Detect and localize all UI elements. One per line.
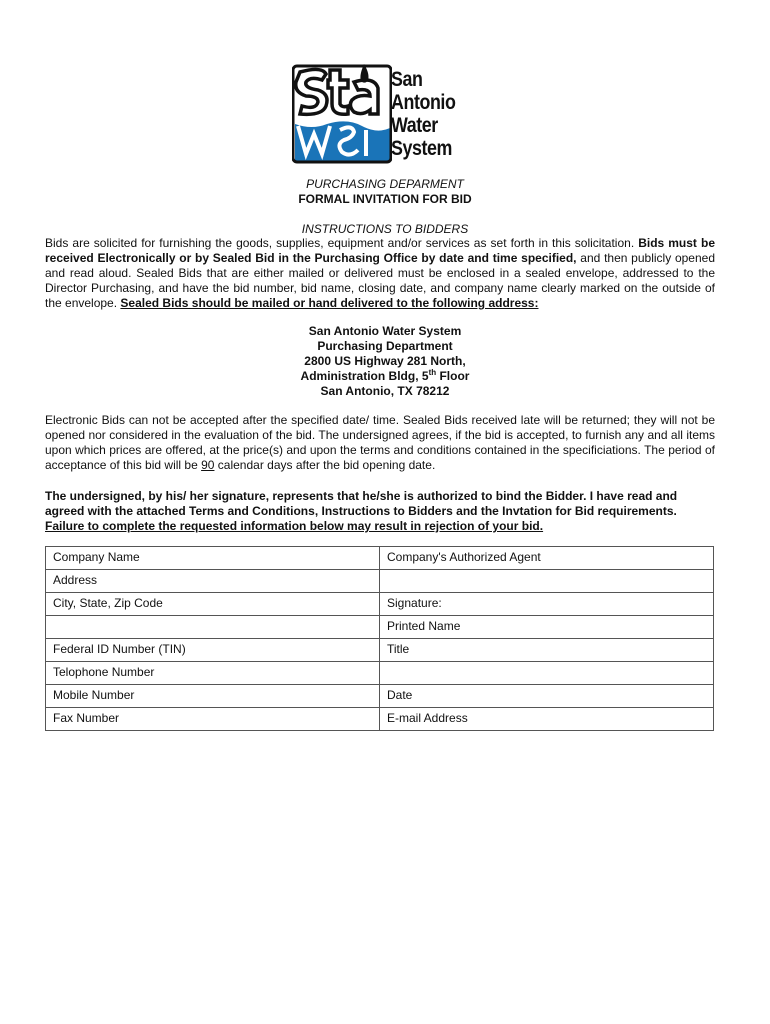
form-field-left[interactable] [46,593,380,616]
form-field-label: Telophone Number [53,665,155,679]
form-field-label: Federal ID Number (TIN) [53,642,186,656]
form-field-label: Fax Number [53,711,120,725]
form-field-label: Company Name [53,550,140,564]
logo-line: Antonio [391,91,456,114]
form-field-left[interactable] [46,685,380,708]
address-line: San Antonio Water System [308,324,462,338]
form-row [46,685,714,708]
form-field-left[interactable] [46,570,380,593]
form-row [46,616,714,639]
intro-text-2: and then publicly opened and read aloud. Sealed Bids that are either mailed or delivered must be enclosed in a sealed envelope, addressed to the Director Purchasing, and have the bid number, bid name, closing date, and company name clearly marked on the outside of the envelope. [45,251,716,310]
address-line: San Antonio, TX 78212 [320,384,450,398]
undersigned-bold: The undersigned, by his/ her signature, represents that he/she is authorized to bind the Bidder. I have read and agreed with the attached Terms and Conditions, Instructions to Bidders and the Invtation for Bid requirements. [45,489,678,518]
form-row [46,570,714,593]
undersigned-paragraph [45,489,715,534]
form-field-label: Date [387,688,413,702]
saws-logo [292,64,472,164]
form-field-left[interactable] [46,547,380,570]
form-field-label: Company's Authorized Agent [387,550,541,564]
form-field-right[interactable] [380,708,714,731]
department-heading: PURCHASING DEPARMENT [306,177,464,191]
intro-bold: Bids must be received Electronically or by Sealed Bid in the Purchasing Office by date and time specified, [45,236,715,265]
acceptance-days: 90 [201,458,215,472]
form-field-right[interactable] [380,593,714,616]
address-line: 2800 US Highway 281 North, [304,354,466,368]
form-field-label: Address [53,573,98,587]
form-field-right[interactable] [380,662,714,685]
undersigned-warning: Failure to complete the requested information below may result in rejection of your bid. [45,519,544,533]
logo-wordmark [391,68,455,160]
form-row [46,662,714,685]
saws-logo-mark [292,64,392,164]
form-field-right[interactable] [380,639,714,662]
form-field-right[interactable] [380,547,714,570]
form-field-left[interactable] [46,662,380,685]
form-field-label: Printed Name [387,619,461,633]
form-field-label: Signature: [387,596,442,610]
form-field-left[interactable] [46,616,380,639]
mailing-address [0,324,770,399]
form-field-right[interactable] [380,570,714,593]
address-line: Purchasing Department [317,339,453,353]
form-row [46,593,714,616]
form-row [46,547,714,570]
electronic-bids-paragraph: Electronic Bids can not be accepted after the specified date/ time. Sealed Bids received late will be returned; they will not be opened nor considered in the evaluation of the bid. The undersigned agrees, if the bid is accepted, to furnish any and all items upon which prices are offered, at the price(s) and upon the terms and conditions contained in the specificiations. The period of acceptance of this bid will be 90 calendar days after the bid opening date. [45,413,715,472]
form-field-left[interactable] [46,708,380,731]
intro-underline: Sealed Bids should be mailed or hand delivered to the following address: [120,296,539,310]
form-row [46,708,714,731]
form-field-left[interactable] [46,639,380,662]
form-row [46,639,714,662]
intro-paragraph [45,236,715,311]
instructions-heading: INSTRUCTIONS TO BIDDERS [301,222,469,236]
address-line: Administration Bldg, 5th Floor [300,368,470,383]
intro-text-1: Bids are solicited for furnishing the goods, supplies, equipment and/or services as set forth in this solicitation. [45,236,639,250]
logo-line: Water [391,114,438,137]
bidder-info-form [45,546,714,731]
logo-line: System [391,137,452,160]
logo-line: San [391,68,423,91]
page-title: FORMAL INVITATION FOR BID [298,192,472,206]
form-field-right[interactable] [380,616,714,639]
form-field-right[interactable] [380,685,714,708]
form-field-label: Mobile Number [53,688,135,702]
form-field-label: E-mail Address [387,711,468,725]
form-field-label: City, State, Zip Code [53,596,163,610]
form-field-label: Title [387,642,410,656]
